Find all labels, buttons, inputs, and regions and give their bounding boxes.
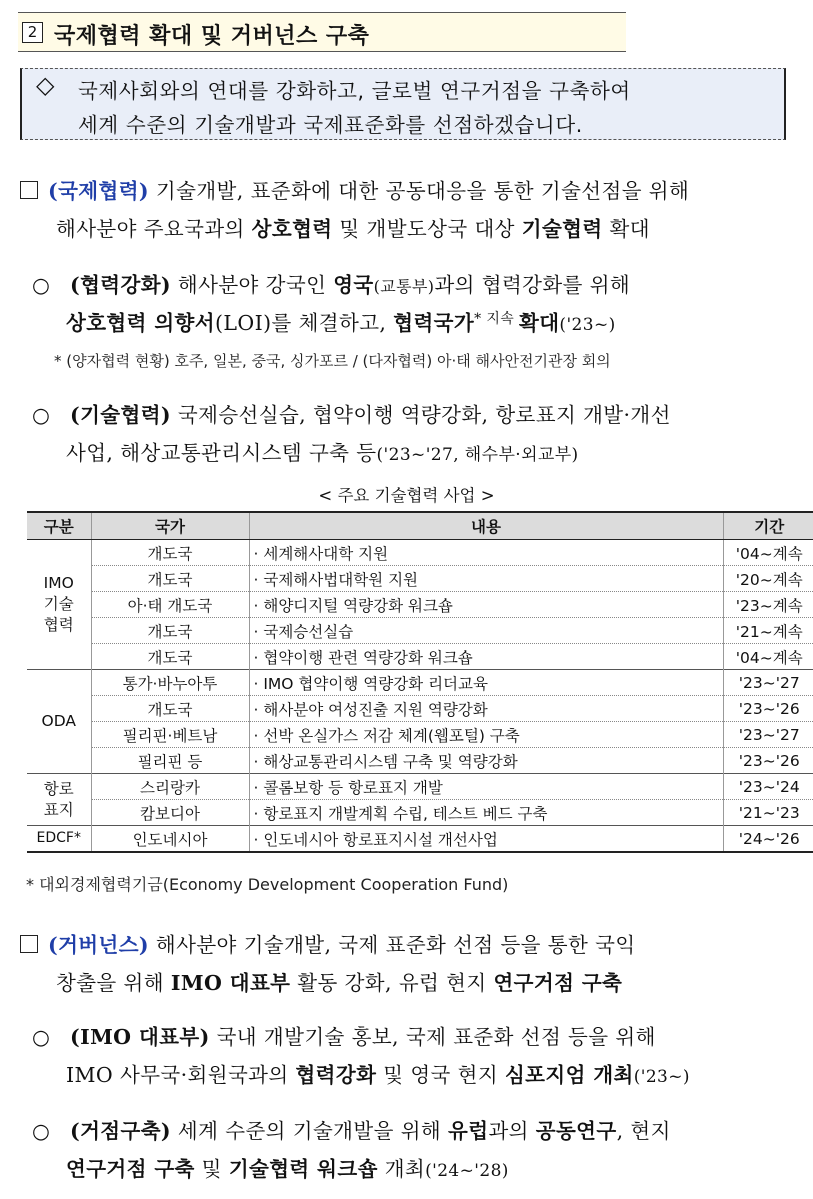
section-header <box>18 12 626 52</box>
group-imo: IMO 기술 협력 <box>27 540 91 670</box>
bullet-tech-coop-line-1: ○ (기술협력) 국제승선실습, 협약이행 역량강화, 항로표지 개발·개선 <box>32 403 671 427</box>
tag-governance: (거버넌스) <box>48 933 150 957</box>
tag-intl-coop: (국제협력) <box>48 179 150 203</box>
table-row: 항로 표지 스리랑카 · 콜롬보항 등 항로표지 개발 '23~'24 <box>27 774 813 800</box>
square-bullet-icon <box>20 935 38 953</box>
table-row: 필리핀 등 · 해상교통관리시스템 구축 및 역량강화 '23~'26 <box>27 748 813 774</box>
bullet-imo-mission-line-2: IMO 사무국·회원국과의 협력강화 및 영국 현지 심포지엄 개최('23~) <box>66 1063 690 1087</box>
table-row: EDCF* 인도네시아 · 인도네시아 항로표지시설 개선사업 '24~'26 <box>27 826 813 853</box>
summary-line-1: 국제사회와의 연대를 강화하고, 글로벌 연구거점을 구축하여 <box>78 79 631 103</box>
bullet-tech-coop-line-2: 사업, 해상교통관리시스템 구축 등('23~'27, 해수부·외교부) <box>66 441 579 465</box>
group-nav-aids: 항로 표지 <box>27 774 91 826</box>
section-number: 2 <box>22 22 43 43</box>
paragraph-intl-coop-line-1: (국제협력) 기술개발, 표준화에 대한 공동대응을 통한 기술선점을 위해 <box>20 174 689 204</box>
circle-bullet-icon: ○ <box>32 403 51 427</box>
bullet-coop-strengthen-line-2: 상호협력 의향서(LOI)를 체결하고, 협력국가$^{* 지속}$ 확대('23~) <box>66 311 616 335</box>
table-footnote: * 대외경제협력기금(Economy Development Cooperation Fund) <box>26 875 509 894</box>
col-header-content: 내용 <box>249 512 723 540</box>
table-row: 필리핀·베트남 · 선박 온실가스 저감 체계(웹포털) 구축 '23~'27 <box>27 722 813 748</box>
table-row: 개도국 · 국제해사법대학원 지원 '20~계속 <box>27 566 813 592</box>
square-bullet-icon <box>20 181 38 199</box>
bullet-hub-build-line-2: 연구거점 구축 및 기술협력 워크숍 개최('24~'28) <box>66 1157 509 1181</box>
table-row: IMO 기술 협력 개도국 · 세계해사대학 지원 '04~계속 <box>27 540 813 566</box>
summary-box <box>20 68 786 140</box>
bullet-imo-mission-line-1: ○ (IMO 대표부) 국내 개발기술 홍보, 국제 표준화 선점 등을 위해 <box>32 1025 656 1049</box>
paragraph-governance-line-2: 창출을 위해 IMO 대표부 활동 강화, 유럽 현지 연구거점 구축 <box>56 971 623 995</box>
bullet-hub-build-line-1: ○ (거점구축) 세계 수준의 기술개발을 위해 유럽과의 공동연구, 현지 <box>32 1119 671 1143</box>
summary-line-2: 세계 수준의 기술개발과 국제표준화를 선점하겠습니다. <box>78 113 583 137</box>
col-header-period: 기간 <box>723 512 813 540</box>
col-header-category: 구분 <box>27 512 91 540</box>
table-row: 개도국 · 해사분야 여성진출 지원 역량강화 '23~'26 <box>27 696 813 722</box>
table-row: 개도국 · 협약이행 관련 역량강화 워크숍 '04~계속 <box>27 644 813 670</box>
group-oda: ODA <box>27 670 91 774</box>
tech-coop-table <box>27 511 813 853</box>
group-edcf: EDCF* <box>27 826 91 853</box>
section-title: 국제협력 확대 및 거버넌스 구축 <box>54 24 370 49</box>
paragraph-governance-line-1: (거버넌스) 해사분야 기술개발, 국제 표준화 선점 등을 통한 국익 <box>20 928 636 958</box>
paragraph-intl-coop-line-2: 해사분야 주요국과의 상호협력 및 개발도상국 대상 기술협력 확대 <box>56 217 650 241</box>
table-row: 아·태 개도국 · 해양디지털 역량강화 워크숍 '23~계속 <box>27 592 813 618</box>
circle-bullet-icon: ○ <box>32 273 51 297</box>
bullet-coop-strengthen-line-1: ○ (협력강화) 해사분야 강국인 영국(교통부)과의 협력강화를 위해 <box>32 273 631 297</box>
circle-bullet-icon: ○ <box>32 1025 51 1049</box>
diamond-icon: ◇ <box>36 71 55 99</box>
table-row: ODA 통가·바누아투 · IMO 협약이행 역량강화 리더교육 '23~'27 <box>27 670 813 696</box>
table-row: 캄보디아 · 항로표지 개발계획 수립, 테스트 베드 구축 '21~'23 <box>27 800 813 826</box>
col-header-country: 국가 <box>91 512 249 540</box>
circle-bullet-icon: ○ <box>32 1119 51 1143</box>
table-row: 개도국 · 국제승선실습 '21~계속 <box>27 618 813 644</box>
table-title: < 주요 기술협력 사업 > <box>318 486 495 505</box>
coop-status-note: * (양자협력 현황) 호주, 일본, 중국, 싱가포르 / (다자협력) 아·태 해사안전기관장 회의 <box>54 352 611 370</box>
